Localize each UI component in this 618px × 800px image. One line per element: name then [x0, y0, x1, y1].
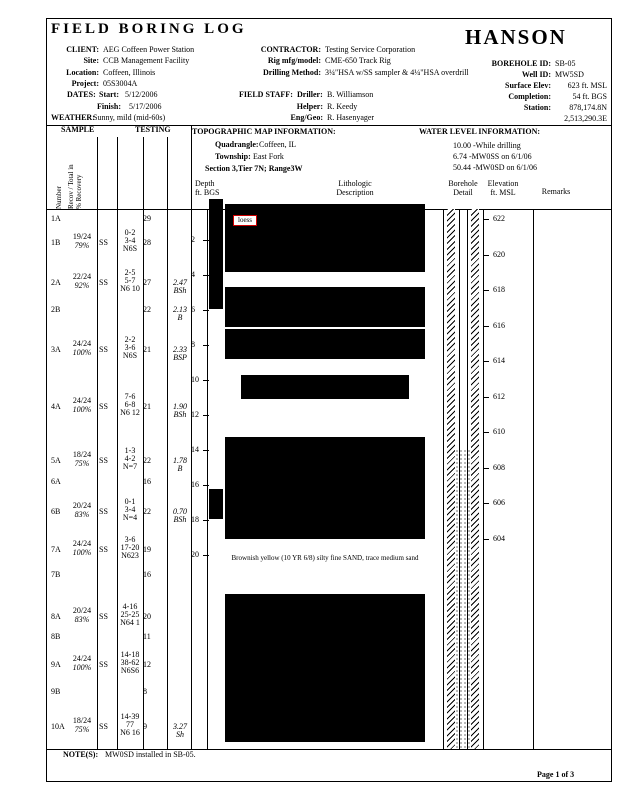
sample-n-value: 20	[143, 612, 151, 621]
sample-id: 6B	[51, 507, 61, 516]
sample-n-value: 22	[143, 305, 151, 314]
col-line-depth	[207, 209, 208, 749]
depth-tick	[203, 485, 209, 486]
elevation-tick	[483, 539, 489, 540]
township-label: Township:	[215, 152, 251, 161]
wellid-label: Well ID:	[521, 70, 551, 79]
depth-tick	[203, 240, 209, 241]
depth-tick	[203, 555, 209, 556]
start-value: 5/12/2006	[125, 90, 158, 99]
sample-id: 7B	[51, 570, 61, 579]
sample-n-value: 11	[143, 632, 151, 641]
col-line-5	[191, 125, 192, 749]
sample-id: 6A	[51, 477, 61, 486]
litho-desc-10: Brownish yellow (10 YR 6/8) silty fine SAND, trace medium sand	[231, 554, 419, 562]
sample-id: 5A	[51, 456, 61, 465]
depth-tick-label: 16	[191, 480, 199, 489]
sample-id: 7A	[51, 545, 61, 554]
depth-tick-label: 14	[191, 445, 199, 454]
depth-tick-label: 2	[191, 235, 195, 244]
depth-tick-label: 6	[191, 305, 195, 314]
number-header: Number	[55, 186, 63, 209]
elevation-tick	[483, 219, 489, 220]
col-line-remarks	[533, 209, 534, 749]
sample-type: SS	[99, 545, 108, 554]
surface-label: Surface Elev:	[505, 81, 551, 90]
sample-blows: 3-6 17-20 N623	[120, 535, 140, 560]
col-line-borehole	[443, 209, 444, 749]
dates-label: DATES:	[67, 90, 96, 99]
sample-percent: 100%	[72, 405, 92, 414]
depth-tick	[203, 415, 209, 416]
section-value: Section 3,Tier 7N; Range3W	[205, 164, 303, 173]
redaction-block-4	[241, 375, 409, 399]
driller-label: Driller:	[297, 90, 323, 99]
elevation-tick-label: 614	[493, 356, 505, 365]
boreholeid-label: BOREHOLE ID:	[491, 59, 551, 68]
sample-id: 8B	[51, 632, 61, 641]
elevation-tick-label: 608	[493, 462, 505, 472]
well-casing-right	[467, 209, 468, 749]
depth-tick-label: 12	[191, 410, 199, 419]
recov-header: Recov / Total in % Recovery	[67, 164, 83, 209]
depth-tick	[203, 275, 209, 276]
sample-n-value: 9	[143, 722, 147, 731]
sample-id: 1A	[51, 214, 61, 223]
redaction-block-2	[225, 287, 425, 327]
sample-percent: 75%	[74, 459, 90, 468]
depth-tick	[203, 310, 209, 311]
sample-n-value: 12	[143, 660, 151, 669]
elevation-tick	[483, 468, 489, 469]
sample-qu-value: 0.70 BSh	[173, 507, 187, 524]
depth-tick-label: 18	[191, 515, 199, 524]
quad-label: Quadrangle:	[215, 140, 259, 149]
redaction-block-8	[209, 489, 223, 519]
sample-blows: 0-1 3-4 N=4	[122, 497, 138, 522]
weather-label: WEATHER:	[51, 113, 95, 122]
sample-type: SS	[99, 660, 108, 669]
sample-percent: 100%	[72, 548, 92, 557]
start-label: Start:	[99, 90, 119, 99]
sample-id: 9A	[51, 660, 61, 669]
sample-type: SS	[99, 612, 108, 621]
sample-recovery: 22/24	[72, 272, 92, 281]
col-line-3	[143, 137, 144, 749]
well-casing-left	[459, 209, 460, 749]
client-label: CLIENT:	[66, 45, 99, 54]
sample-recovery: 24/24	[72, 654, 92, 663]
elevation-tick	[483, 503, 489, 504]
elevation-tick-label: 610	[493, 427, 505, 436]
col-line-4	[167, 137, 168, 749]
sample-percent: 75%	[74, 725, 90, 734]
sample-id: 9B	[51, 687, 61, 696]
borehole-annulus-left	[447, 209, 455, 749]
completion-label: Completion:	[508, 92, 551, 101]
sample-type: SS	[99, 345, 108, 354]
elevation-tick-label: 620	[493, 249, 505, 259]
water-level-3: 50.44 -MW0SD on 6/1/06	[453, 163, 537, 172]
sample-n-value: 29	[143, 214, 151, 223]
drilling-label: Drilling Method:	[263, 68, 321, 77]
sample-blows: 14-39 77 N6 16	[120, 712, 140, 737]
borehole-annulus-right	[471, 209, 479, 749]
sample-n-value: 19	[143, 545, 151, 554]
eng-value: R. Hasenyager	[327, 113, 375, 122]
boreholeid-value: SB-05	[555, 59, 576, 68]
sample-percent: 83%	[74, 615, 90, 624]
depth-tick-label: 10	[191, 375, 199, 384]
litho-desc-4: Dark gray (10 YR 4/1) with 30% light gray (10 YR 7/1) mottles, lean CLAY	[228, 329, 422, 346]
sample-percent: 79%	[74, 241, 90, 250]
depth-tick-label: 20	[191, 550, 199, 559]
sample-qu-value: 2.47 BSh	[173, 278, 187, 295]
sample-recovery: 24/24	[72, 339, 92, 348]
sample-n-value: 16	[143, 570, 151, 579]
drilling-value: 3¼"HSA w/SS sampler & 4¼"HSA overdrill	[325, 68, 469, 77]
sample-n-value: 22	[143, 456, 151, 465]
sample-percent: 83%	[74, 510, 90, 519]
surface-value: 623 ft. MSL	[567, 81, 607, 90]
sample-section-label: SAMPLE	[61, 125, 95, 134]
sample-id: 2B	[51, 305, 61, 314]
redaction-block-6	[225, 594, 425, 742]
boring-log-page	[46, 18, 612, 782]
page-number: Page 1 of 3	[537, 770, 575, 779]
elevation-tick	[483, 326, 489, 327]
sample-n-value: 27	[143, 278, 151, 287]
elevation-tick-label: 618	[493, 285, 505, 294]
remarks-header: Remarks	[541, 187, 571, 196]
sample-type: SS	[99, 722, 108, 731]
topo-section-label: TOPOGRAPHIC MAP INFORMATION:	[192, 127, 336, 136]
sample-recovery: 24/24	[72, 396, 92, 405]
sample-n-value: 8	[143, 687, 147, 696]
depth-tick	[203, 450, 209, 451]
water-section-label: WATER LEVEL INFORMATION:	[419, 127, 541, 136]
station-value: 878,174.8N	[569, 103, 607, 112]
rig-value: CME-650 Track Rig	[325, 56, 391, 65]
sample-qu-value: 3.27 Sh	[173, 722, 187, 739]
client-value: AEG Coffeen Power Station	[103, 45, 195, 54]
notes-text: MW0SD installed in SB-05.	[105, 750, 196, 759]
sample-recovery: 19/24	[72, 232, 92, 241]
company-logo: HANSON	[465, 25, 567, 49]
quad-value: Coffeen, IL	[259, 140, 297, 149]
project-label: Project:	[71, 79, 99, 88]
borehole-filter-pack	[455, 449, 471, 749]
litho-desc-9: Gray (10 YR 5/1) silty fine to medium SAND, trace gravel	[242, 527, 408, 535]
water-level-2: 6.74 -MW0SS on 6/1/06	[453, 152, 532, 161]
sample-blows: 4-16 25-25 N64 1	[120, 602, 140, 627]
eng-label: Eng/Geo:	[290, 113, 323, 122]
sample-qu-value: 1.78 B	[173, 456, 187, 473]
lithologic-header: Lithologic Description	[336, 179, 374, 197]
station-label: Station:	[523, 103, 551, 112]
sample-recovery: 20/24	[72, 606, 92, 615]
sample-blows: 1-3 4-2 N=7	[122, 446, 138, 471]
depth-header	[195, 179, 219, 197]
site-label: Site:	[83, 56, 99, 65]
sample-id: 10A	[51, 722, 65, 731]
finish-value: 5/17/2006	[129, 102, 162, 111]
col-line-1	[97, 137, 98, 749]
sample-id: 3A	[51, 345, 61, 354]
sample-percent: 100%	[72, 663, 92, 672]
helper-value: R. Keedy	[327, 102, 358, 111]
elevation-tick	[483, 290, 489, 291]
sample-n-value: 21	[143, 345, 151, 354]
contractor-label: CONTRACTOR:	[260, 45, 321, 54]
project-value: 05S3004A	[103, 79, 138, 88]
sample-type: SS	[99, 402, 108, 411]
sample-percent: 92%	[74, 281, 90, 290]
sample-qu-value: 2.13 B	[173, 305, 187, 322]
completion-value: 54 ft. BGS	[572, 92, 607, 101]
sample-blows: 0-2 3-4 N6S	[122, 228, 138, 253]
elevation-tick-label: 606	[493, 498, 505, 507]
staff-label: FIELD STAFF:	[239, 90, 293, 99]
depth-tick	[203, 380, 209, 381]
wellid-value: MW5SD	[555, 70, 584, 79]
sample-type: SS	[99, 507, 108, 516]
sample-type: SS	[99, 456, 108, 465]
township-value: East Fork	[253, 152, 284, 161]
elevation-tick-label: 612	[493, 391, 505, 401]
sample-blows: 2-2 3-6 N6S	[122, 335, 138, 360]
sample-id: 8A	[51, 612, 61, 621]
location-value: Coffeen, Illinois	[103, 68, 156, 77]
sample-id: 4A	[51, 402, 61, 411]
depth-tick-label: 4	[191, 270, 195, 279]
elevation-tick-label: 616	[493, 320, 505, 330]
elevation-tick	[483, 432, 489, 433]
redaction-block-5	[225, 437, 425, 539]
sample-id: 2A	[51, 278, 61, 287]
header-divider	[47, 125, 611, 126]
page-title: FIELD BORING LOG	[51, 21, 247, 37]
elevation-tick	[483, 397, 489, 398]
depth-tick-label: 8	[191, 340, 195, 349]
elevation-tick	[483, 361, 489, 362]
sample-blows: 14-18 38-62 N6S6	[120, 650, 140, 675]
elevation-tick-label: 604	[493, 533, 505, 543]
sample-blows: 7-6 6-8 N6 12	[120, 392, 140, 417]
elevation-tick-label: 622	[493, 214, 505, 223]
rig-label: Rig mfg/model:	[267, 56, 321, 65]
depth-tick	[203, 520, 209, 521]
contractor-value: Testing Service Corporation	[325, 45, 416, 54]
weather-value: Sunny, mild (mid-60s)	[93, 113, 166, 122]
sample-percent: 100%	[72, 348, 92, 357]
sample-recovery: 20/24	[72, 501, 92, 510]
depth-header-text: Depth ft. BGS	[195, 179, 220, 197]
sample-recovery: 24/24	[72, 539, 92, 548]
sample-recovery: 18/24	[72, 716, 92, 725]
sample-type: SS	[99, 278, 108, 287]
sample-qu-value: 2.33 BSP	[173, 345, 187, 362]
water-level-1: 10.00 -While drilling	[453, 141, 521, 150]
driller-value: B. Williamson	[327, 90, 374, 99]
sample-type: SS	[99, 238, 108, 247]
elevation-tick	[483, 255, 489, 256]
litho-loess-tag: loess	[233, 215, 257, 226]
sample-n-value: 22	[143, 507, 151, 516]
sample-n-value: 21	[143, 402, 151, 411]
sample-id: 1B	[51, 238, 61, 247]
testing-section-label: TESTING	[135, 125, 171, 134]
location-label: Location:	[66, 68, 99, 77]
sample-n-value: 16	[143, 477, 151, 486]
sample-recovery: 18/24	[72, 450, 92, 459]
sample-n-value: 28	[143, 238, 151, 247]
station-value-2: 2,513,290.3E	[564, 114, 607, 123]
helper-label: Helper:	[296, 102, 323, 111]
borehole-header: Borehole Detail	[448, 179, 478, 197]
finish-label: Finish:	[97, 102, 122, 111]
notes-label: NOTE(S):	[63, 750, 99, 759]
depth-tick	[203, 345, 209, 346]
site-value: CCB Management Facility	[103, 56, 190, 65]
litho-desc-2: Gray (10 YR 5/1) with 30% yellowish brown (10 YR 5/8) mottles, clayey SILT	[231, 249, 419, 266]
sample-blows: 2-5 5-7 N6 10	[120, 268, 140, 293]
sample-qu-value: 1.90 BSh	[173, 402, 187, 419]
redaction-block-7	[209, 199, 223, 309]
elevation-header: Elevation ft. MSL	[487, 179, 519, 197]
